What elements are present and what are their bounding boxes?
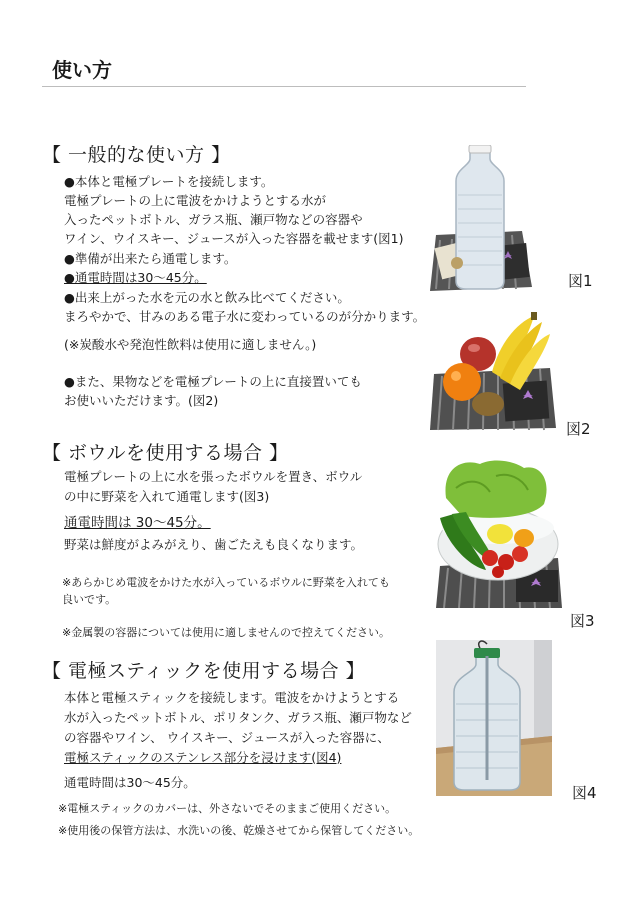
general-step-1-detail-a: 電極プレートの上に電波をかけようとする水が bbox=[64, 193, 327, 208]
bowl-line-2: の中に野菜を入れて通電します(図3) bbox=[64, 489, 270, 504]
title-divider bbox=[42, 86, 526, 87]
fig3-photo bbox=[432, 458, 564, 608]
fig4-photo bbox=[436, 640, 552, 796]
general-step-time: ●通電時間は30～45分。 bbox=[64, 270, 207, 285]
general-step-2: ●準備が出来たら通電します。 bbox=[64, 251, 237, 266]
bowl-note-1: ※あらかじめ電波をかけた水が入っているボウルに野菜を入れても bbox=[62, 576, 390, 589]
bowl-time: 通電時間は 30～45分。 bbox=[64, 515, 211, 531]
general-step-1: ●本体と電極プレートを接続します。 bbox=[64, 174, 274, 189]
fig2-caption: 図2 bbox=[566, 420, 591, 438]
general-carbonated-note: (※炭酸水や発泡性飲料は使用に適しません。) bbox=[64, 337, 317, 352]
stick-line-1: 本体と電極スティックを接続します。電波をかけようとする bbox=[64, 690, 400, 705]
stick-note-storage: ※使用後の保管方法は、水洗いの後、乾燥させてから保管してください。 bbox=[58, 824, 420, 837]
fig1-caption: 図1 bbox=[568, 272, 593, 290]
stick-line-3: の容器やワイン、 ウイスキー、ジュースが入った容器に、 bbox=[64, 730, 390, 745]
fig1-photo bbox=[430, 145, 536, 295]
general-step-1-detail-c: ワイン、ウイスキー、ジュースが入った容器を載せます(図1) bbox=[64, 231, 404, 246]
stick-line-2: 水が入ったペットボトル、ポリタンク、ガラス瓶、瀬戸物など bbox=[64, 710, 412, 725]
stick-note-cover: ※電極スティックのカバーは、外さないでそのままご使用ください。 bbox=[58, 802, 397, 815]
bowl-note-1-cont: 良いです。 bbox=[62, 593, 117, 606]
bowl-effect: 野菜は鮮度がよみがえり、歯ごたえも良くなります。 bbox=[64, 537, 364, 552]
fig2-photo bbox=[430, 312, 556, 432]
page-title: 使い方 bbox=[52, 58, 112, 82]
section-heading-stick: 【 電極スティックを使用する場合 】 bbox=[42, 660, 366, 682]
general-step-3-detail: まろやかで、甘みのある電子水に変わっているのが分かります。 bbox=[64, 309, 426, 324]
fig3-caption: 図3 bbox=[570, 612, 595, 630]
stick-line-4: 電極スティックのステンレス部分を浸けます(図4) bbox=[64, 750, 342, 765]
general-step-3: ●出来上がった水を元の水と飲み比べてください。 bbox=[64, 290, 350, 305]
general-fruit-line-1: ●また、果物などを電極プレートの上に直接置いても bbox=[64, 374, 362, 389]
bowl-note-metal: ※金属製の容器については使用に適しませんので控えてください。 bbox=[62, 626, 390, 639]
bowl-line-1: 電極プレートの上に水を張ったボウルを置き、ボウル bbox=[64, 469, 363, 484]
section-heading-bowl: 【 ボウルを使用する場合 】 bbox=[42, 442, 289, 464]
general-fruit-line-2: お使いいただけます。(図2) bbox=[64, 393, 219, 408]
section-heading-general: 【 一般的な使い方 】 bbox=[42, 144, 231, 166]
general-step-1-detail-b: 入ったペットボトル、ガラス瓶、瀬戸物などの容器や bbox=[64, 212, 363, 227]
fig4-caption: 図4 bbox=[572, 784, 597, 802]
stick-time: 通電時間は30～45分。 bbox=[64, 775, 196, 790]
